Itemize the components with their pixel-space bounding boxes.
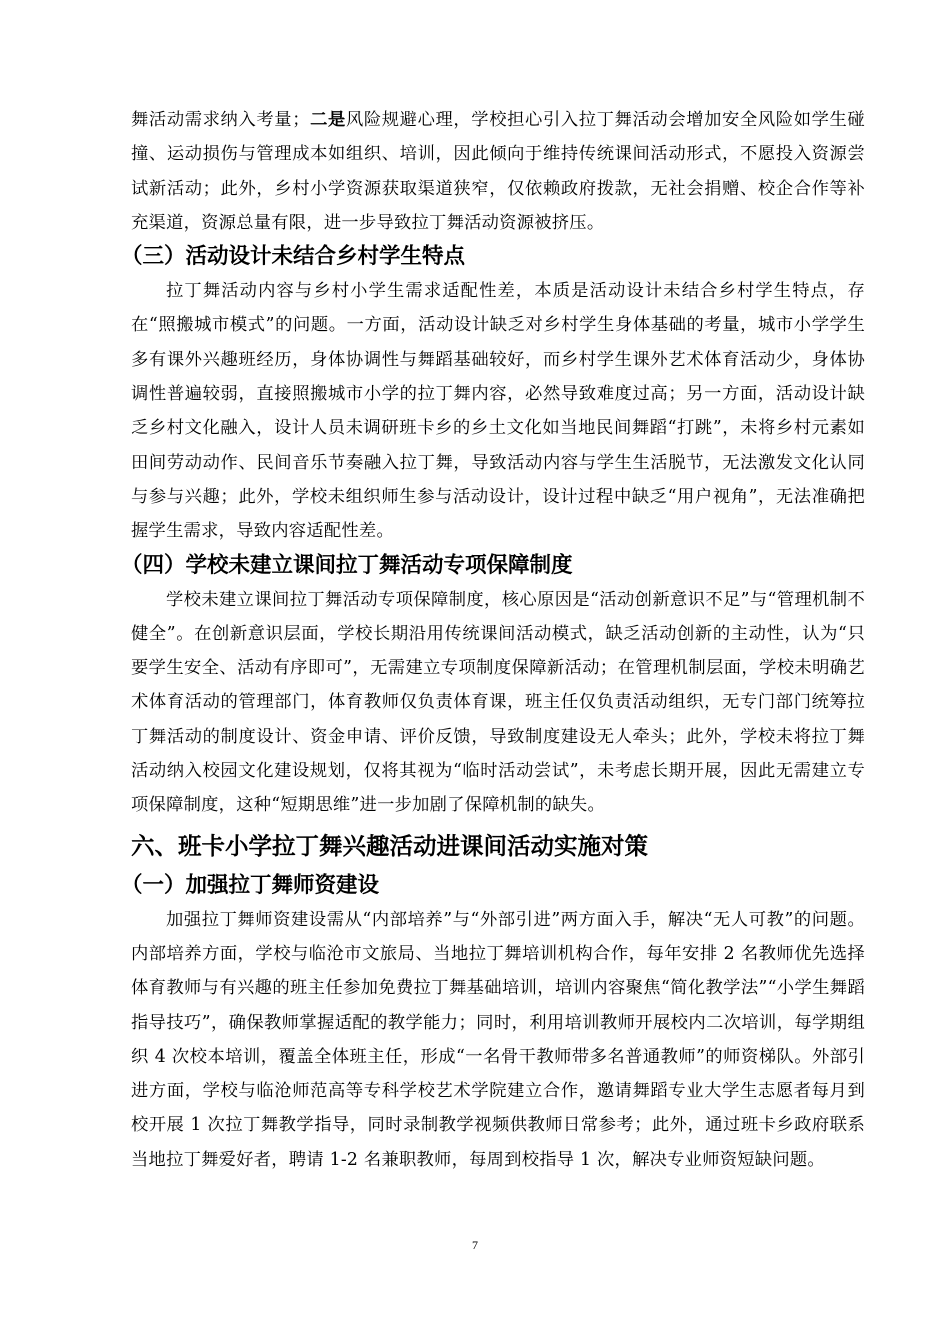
section-heading-6: 六、班卡小学拉丁舞兴趣活动进课间活动实施对策 — [131, 831, 648, 860]
paragraph-guarantee-system: 学校未建立课间拉丁舞活动专项保障制度，核心原因是“活动创新意识不足”与“管理机制不健全”。在创新意识层面，学校长期沿用传统课间活动模式，缺乏活动创新的主动性，认为“只要学生安全、活动有序即可”，无需建立专项制度保障新活动；在管理机制层面，学校未明确艺术体育活动的管理部门，体育教师仅负责体育课，班主任仅负责活动组织，无专门部门统筹拉丁舞活动的制度设计、资金申请、评价反馈，导致制度建设无人牵头；此外，学校未将拉丁舞活动纳入校园文化建设规划，仅将其视为“临时活动尝试”，未考虑长期开展，因此无需建立专项保障制度，这种“短期思维”进一步加剧了保障机制的缺失。 — [131, 589, 865, 816]
bold-lead-text: 二是 — [309, 110, 346, 130]
subsection-heading-6-1: （一）加强拉丁舞师资建设 — [121, 872, 380, 898]
page-number: 7 — [472, 1238, 478, 1252]
paragraph-activity-design: 拉丁舞活动内容与乡村小学生需求适配性差，本质是活动设计未结合乡村学生特点，存在“照搬城市模式”的问题。一方面，活动设计缺乏对乡村学生身体基础的考量，城市小学学生多有课外兴趣班经历，身体协调性与舞蹈基础较好，而乡村学生课外艺术体育活动少，身体协调性普遍较弱，直接照搬城市小学的拉丁舞内容，必然导致难度过高；另一方面，活动设计缺乏乡村文化融入，设计人员未调研班卡乡的乡土文化如当地民间舞蹈“打跳”，未将乡村元素如田间劳动动作、民间音乐节奏融入拉丁舞，导致活动内容与学生生活脱节，无法激发文化认同与参与兴趣；此外，学校未组织师生参与活动设计，设计过程中缺乏“用户视角”，无法准确把握学生需求，导致内容适配性差。 — [131, 281, 865, 542]
paragraph-teacher-building: 加强拉丁舞师资建设需从“内部培养”与“外部引进”两方面入手，解决“无人可教”的问题。内部培养方面，学校与临沧市文旅局、当地拉丁舞培训机构合作，每年安排 2 名教师优先选择体育教师与有兴趣的班主任参加免费拉丁舞基础培训，培训内容聚焦“简化教学法”“小学生舞蹈指导技巧”，确保教师掌握适配的教学能力；同时，利用培训教师开展校内二次培训，每学期组织 4 次校本培训，覆盖全体班主任，形成“一名骨干教师带多名普通教师”的师资梯队。外部引进方面，学校与临沧师范高等专科学校艺术学院建立合作，邀请舞蹈专业大学生志愿者每月到校开展 1 次拉丁舞教学指导，同时录制教学视频供教师日常参考；此外，通过班卡乡政府联系当地拉丁舞爱好者，聘请 1-2 名兼职教师，每周到校指导 1 次，解决专业师资短缺问题。 — [131, 909, 865, 1170]
page-content — [121, 103, 865, 1177]
paragraph-text: 舞活动需求纳入考量； — [131, 110, 310, 130]
paragraph-continued — [131, 103, 865, 240]
paragraph-text: 风险规避心理，学校担心引入拉丁舞活动会增加安全风险如学生碰撞、运动损伤与管理成本如组织、培训，因此倾向于维持传统课间活动形式，不愿投入资源尝试新活动；此外，乡村小学资源获取渠道狭窄，仅依赖政府拨款，无社会捐赠、校企合作等补充渠道，资源总量有限，进一步导致拉丁舞活动资源被挤压。 — [131, 110, 865, 233]
subsection-heading-4: （四）学校未建立课间拉丁舞活动专项保障制度 — [121, 552, 573, 578]
subsection-heading-3: （三）活动设计未结合乡村学生特点 — [121, 244, 466, 270]
